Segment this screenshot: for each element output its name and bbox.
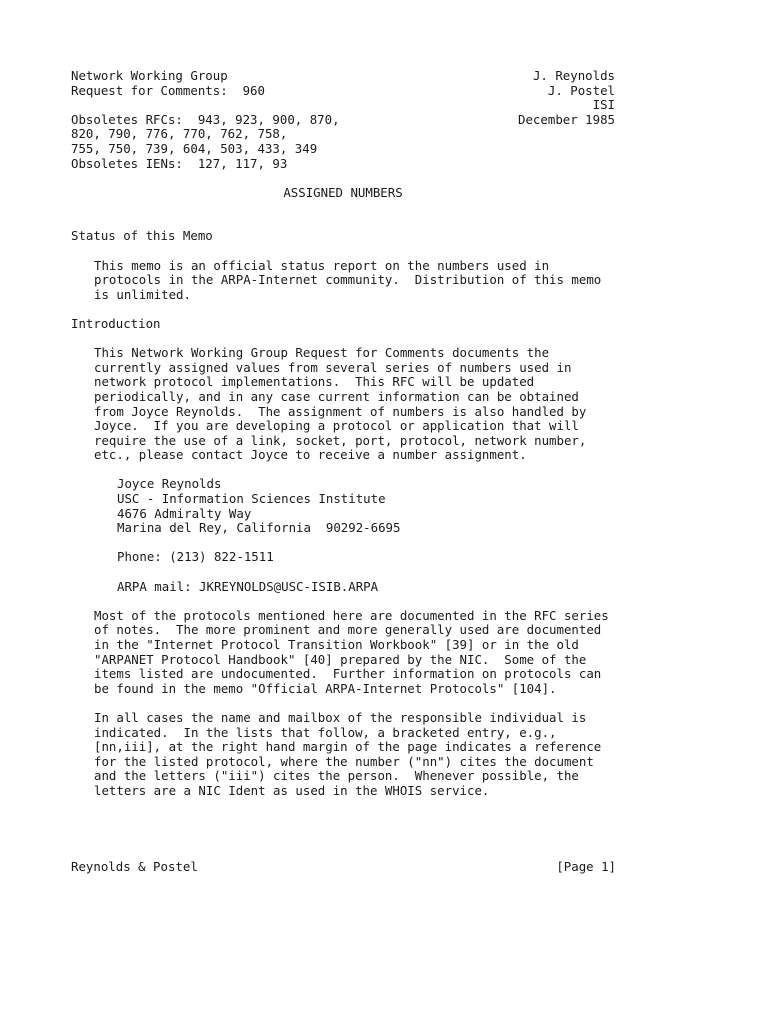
text-line: for the listed protocol, where the number ("nn") cites the document <box>94 753 594 769</box>
spacer <box>71 302 631 317</box>
contact-city: Marina del Rey, California 90292-6695 <box>117 520 401 536</box>
text-line: is unlimited. <box>94 286 191 302</box>
header-left-line: 820, 790, 776, 770, 762, 758, <box>71 126 288 142</box>
footer-authors: Reynolds & Postel <box>71 859 198 874</box>
spacer <box>71 200 631 215</box>
text-line: protocols in the ARPA-Internet community. Distribution of this memo <box>94 272 602 288</box>
text-line: periodically, and in any case current information can be obtained <box>94 388 579 404</box>
contact-street: 4676 Admiralty Way <box>117 505 252 521</box>
text-line: In all cases the name and mailbox of the responsible individual is <box>94 709 587 725</box>
contact-organization: USC - Information Sciences Institute <box>117 491 386 507</box>
publication-date: December 1985 <box>518 111 615 127</box>
header-left-line: Network Working Group <box>71 68 228 83</box>
spacer <box>71 215 631 230</box>
text-line: Joyce. If you are developing a protocol or application that will <box>94 418 579 434</box>
contact-block <box>117 477 631 594</box>
document-header <box>71 69 631 171</box>
status-paragraph <box>94 259 631 303</box>
spacer <box>117 565 631 580</box>
intro-paragraph-1 <box>94 346 631 463</box>
text-line: [nn,iii], at the right hand margin of the page indicates a reference <box>94 739 602 755</box>
spacer <box>71 463 631 478</box>
text-line: and the letters ("iii") cites the person. Whenever possible, the <box>94 768 579 784</box>
section-heading-status: Status of this Memo <box>71 228 213 244</box>
text-line: require the use of a link, socket, port, protocol, network number, <box>94 432 587 448</box>
text-line: network protocol implementations. This RFC will be updated <box>94 374 535 390</box>
document-title: ASSIGNED NUMBERS <box>283 184 403 200</box>
text-line: items listed are undocumented. Further information on protocols can <box>94 666 602 682</box>
text-line: Most of the protocols mentioned here are documented in the RFC series <box>94 607 609 623</box>
text-line: of notes. The more prominent and more generally used are documented <box>94 622 602 638</box>
text-line: from Joyce Reynolds. The assignment of numbers is also handled by <box>94 403 587 419</box>
spacer <box>71 171 631 186</box>
text-line: be found in the memo "Official ARPA-Internet Protocols" [104]. <box>94 680 557 696</box>
text-line: etc., please contact Joyce to receive a number assignment. <box>94 447 527 463</box>
header-left-line: Request for Comments: 960 <box>71 82 265 98</box>
rfc-page <box>71 69 631 799</box>
text-line: letters are a NIC Ident as used in the WHOIS service. <box>94 782 490 798</box>
section-heading-introduction: Introduction <box>71 315 161 331</box>
author-name: J. Postel <box>547 82 615 98</box>
intro-paragraph-3 <box>94 711 631 799</box>
text-line: in the "Internet Protocol Transition Workbook" [39] or in the old <box>94 637 579 652</box>
contact-mail: ARPA mail: JKREYNOLDS@USC-ISIB.ARPA <box>117 578 379 594</box>
spacer <box>71 244 631 259</box>
text-line: "ARPANET Protocol Handbook" [40] prepared by the NIC. Some of the <box>94 651 587 667</box>
header-right-block <box>518 69 615 127</box>
text-line: currently assigned values from several series of numbers used in <box>94 359 572 375</box>
text-line: This memo is an official status report on the numbers used in <box>94 257 550 273</box>
spacer <box>117 536 631 551</box>
header-left-line <box>71 98 340 113</box>
contact-phone: Phone: (213) 822-1511 <box>117 549 274 565</box>
text-line: indicated. In the lists that follow, a bracketed entry, e.g., <box>94 724 557 740</box>
header-left-block <box>71 69 340 171</box>
spacer <box>71 594 631 609</box>
header-left-line: Obsoletes RFCs: 943, 923, 900, 870, <box>71 111 340 127</box>
page-number: [Page 1] <box>556 859 616 874</box>
intro-paragraph-2 <box>94 609 631 697</box>
header-left-line: 755, 750, 739, 604, 503, 433, 349 <box>71 140 318 156</box>
spacer <box>71 696 631 711</box>
contact-name: Joyce Reynolds <box>117 476 222 492</box>
text-line: This Network Working Group Request for Comments documents the <box>94 345 550 361</box>
spacer <box>71 332 631 347</box>
header-left-line: Obsoletes IENs: 127, 117, 93 <box>71 155 288 171</box>
organization: ISI <box>592 97 615 113</box>
author-name: J. Reynolds <box>532 68 615 83</box>
